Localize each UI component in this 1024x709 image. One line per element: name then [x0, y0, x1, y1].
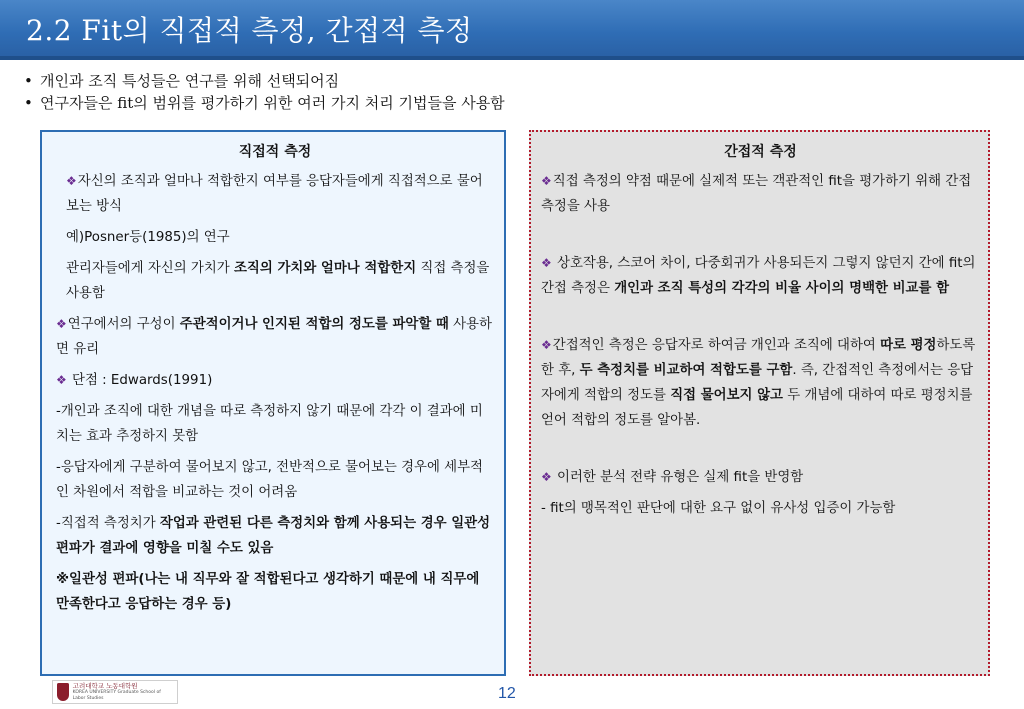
paragraph: ❖자신의 조직과 얼마나 적합한지 여부를 응답자들에게 직접적으로 물어보는 방식 — [66, 174, 483, 214]
paragraph: ※일관성 편파(나는 내 직무와 잘 적합된다고 생각하기 때문에 내 직무에 만족한다고 응답하는 경우 등) — [56, 572, 480, 612]
direct-measurement-box — [40, 130, 506, 676]
paragraph: ❖ 이러한 분석 전략 유형은 실제 fit을 반영함 — [541, 470, 804, 485]
paragraph: 관리자들에게 자신의 가치가 조직의 가치와 얼마나 적합한지 직접 측정을 사용함 — [66, 261, 490, 301]
box-heading: 간접적 측정 — [724, 144, 797, 160]
paragraph: 예)Posner등(1985)의 연구 — [66, 230, 230, 245]
logo-text: 고려대학교 노동대학원 — [72, 682, 138, 690]
paragraph: -개인과 조직에 대한 개념을 따로 측정하지 않기 때문에 각각 이 결과에 미치는 효과 추정하지 못함 — [56, 404, 483, 444]
slide-title: 2.2 Fit의 직접적 측정, 간접적 측정 — [26, 14, 473, 47]
paragraph: ❖간접적인 측정은 응답자로 하여금 개인과 조직에 대하여 따로 평정하도록 한 후, 두 측정치를 비교하여 적합도를 구함. 즉, 간접적인 측정에서는 응답자에게 적합의 정도를 직접 물어보지 않고 두 개념에 대하여 따로 평정치를 얻어 적합의 정도를 알아봄. — [541, 338, 976, 428]
paragraph: ❖연구에서의 구성이 주관적이거나 인지된 적합의 정도를 파악할 때 사용하면 유리 — [56, 317, 492, 357]
page-number: 12 — [498, 685, 516, 702]
university-logo — [52, 680, 178, 704]
paragraph: ❖ 상호작용, 스코어 차이, 다중회귀가 사용되든지 그렇지 않던지 간에 fit의 간접 측정은 개인과 조직 특성의 각각의 비율 사이의 명백한 비교를 함 — [541, 256, 976, 296]
title-underline — [0, 56, 1024, 60]
diamond-bullet-icon: ❖ — [541, 470, 552, 484]
diamond-bullet-icon: ❖ — [541, 338, 552, 352]
diamond-bullet-icon: ❖ — [541, 174, 552, 188]
diamond-bullet-icon: ❖ — [66, 174, 77, 188]
paragraph: ❖ 단점 : Edwards(1991) — [56, 373, 213, 388]
diamond-bullet-icon: ❖ — [56, 373, 67, 387]
box-heading: 직접적 측정 — [238, 144, 312, 160]
bullet-item: • 개인과 조직 특성들은 연구를 위해 선택되어짐 — [22, 70, 505, 92]
title-bar — [0, 0, 1024, 60]
logo-subtext: KOREA UNIVERSITY Graduate School of Labor Studies — [72, 690, 161, 701]
paragraph: - fit의 맹목적인 판단에 대한 요구 없이 유사성 입증이 가능함 — [541, 501, 896, 516]
paragraph: -직접적 측정치가 작업과 관련된 다른 측정치와 함께 사용되는 경우 일관성 편파가 결과에 영향을 미칠 수도 있음 — [56, 516, 491, 556]
bullet-item: • 연구자들은 fit의 범위를 평가하기 위한 여러 가지 처리 기법들을 사용함 — [22, 92, 505, 114]
diamond-bullet-icon: ❖ — [541, 256, 552, 270]
indirect-measurement-box — [529, 130, 990, 676]
crest-icon — [57, 683, 69, 701]
paragraph: -응답자에게 구분하여 물어보지 않고, 전반적으로 물어보는 경우에 세부적인 차원에서 적합을 비교하는 것이 어려움 — [56, 460, 483, 500]
intro-bullets — [22, 70, 505, 114]
paragraph: ❖직접 측정의 약점 때문에 실제적 또는 객관적인 fit을 평가하기 위해 간접 측정을 사용 — [541, 174, 972, 214]
diamond-bullet-icon: ❖ — [56, 317, 67, 331]
